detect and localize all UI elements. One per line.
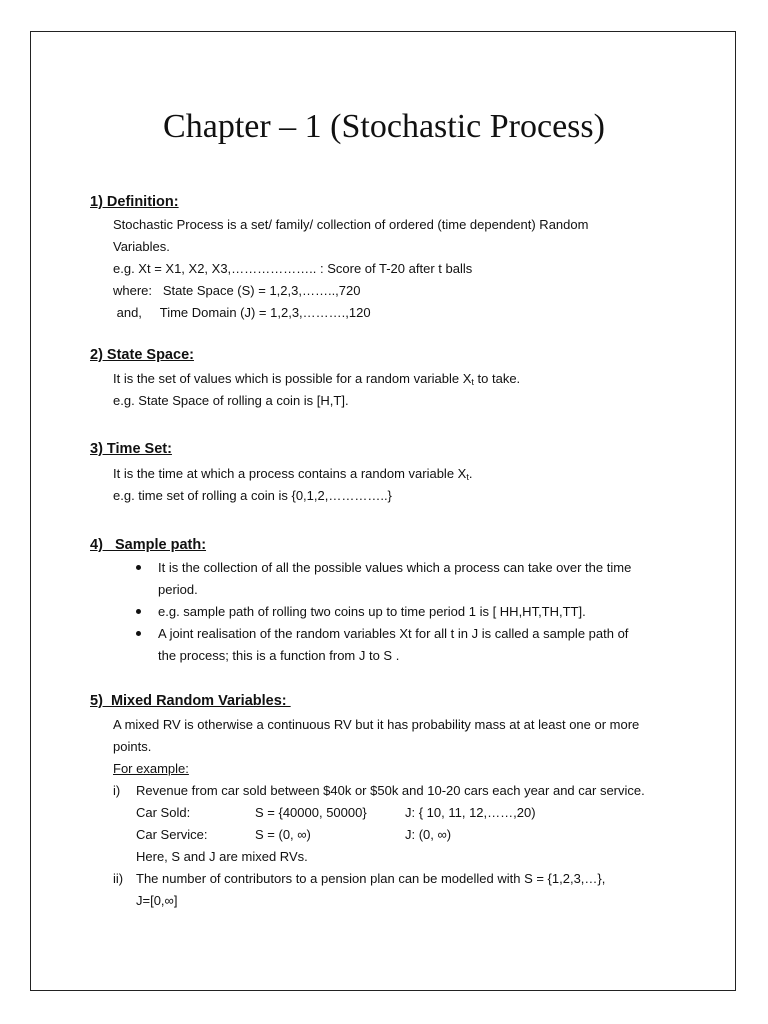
sample-path-bullet-1b: period. [158,582,198,597]
time-set-line-1: It is the time at which a process contains a random variable $X_t$. [113,466,473,482]
bullet-3 [136,631,141,636]
section-mixed-rv-heading: 5) Mixed Random Variables: [90,693,291,709]
sample-path-bullet-3a: A joint realisation of the random variables Xt for all t in J is called a sample path of [158,626,629,641]
mixed-rv-line-2: points. [113,739,152,754]
page-frame [30,31,736,991]
definition-time-domain: and, Time Domain (J) = 1,2,3,……….,120 [113,305,371,320]
mixed-rv-line-1: A mixed RV is otherwise a continuous RV but it has probability mass at at least one or more [113,717,640,732]
car-service-label: Car Service: [136,827,208,842]
bullet-1 [136,565,141,570]
car-service-s: S = (0, ∞) [255,827,311,842]
car-sold-s: S = {40000, 50000} [255,805,367,820]
sample-path-bullet-1a: It is the collection of all the possible values which a process can take over the time [158,560,632,575]
example-i-number: i) [113,783,121,798]
car-sold-j: J: { 10, 11, 12,……,20) [405,805,536,820]
car-sold-label: Car Sold: [136,805,191,820]
example-i-text: Revenue from car sold between $40k or $50k and 10-20 cars each year and car service. [136,783,645,798]
mixed-rv-conclusion: Here, S and J are mixed RVs. [136,849,308,864]
example-ii-line-a: The number of contributors to a pension plan can be modelled with S = {1,2,3,…}, [136,871,606,886]
section-sample-path-heading: 4) Sample path: [90,537,207,553]
for-example-label: For example: [113,761,189,776]
state-space-line-2: e.g. State Space of rolling a coin is [H,T]. [113,393,349,408]
page-title: Chapter – 1 (Stochastic Process) [163,108,605,145]
time-set-line-2: e.g. time set of rolling a coin is {0,1,2,…………..} [113,488,392,503]
example-ii-number: ii) [113,871,124,886]
state-space-line-1: It is the set of values which is possible for a random variable $X_t$ to take. [113,371,521,387]
sample-path-bullet-2: e.g. sample path of rolling two coins up to time period 1 is [ HH,HT,TH,TT]. [158,604,586,619]
section-time-set-heading: 3) Time Set: [90,441,172,457]
definition-line-2: Variables. [113,239,170,254]
definition-state-space: where: State Space (S) = 1,2,3,……..,720 [113,283,361,298]
section-state-space-heading: 2) State Space: [90,347,194,363]
definition-example: e.g. Xt = X1, X2, X3,……………….. : Score of T-20 after t balls [113,261,473,276]
bullet-2 [136,609,141,614]
car-service-j: J: (0, ∞) [405,827,452,842]
example-ii-line-b: J=[0,∞] [136,893,178,908]
section-definition-heading: 1) Definition: [90,194,179,210]
sample-path-bullet-3b: the process; this is a function from J to S . [158,648,400,663]
definition-line-1: Stochastic Process is a set/ family/ collection of ordered (time dependent) Random [113,217,589,232]
